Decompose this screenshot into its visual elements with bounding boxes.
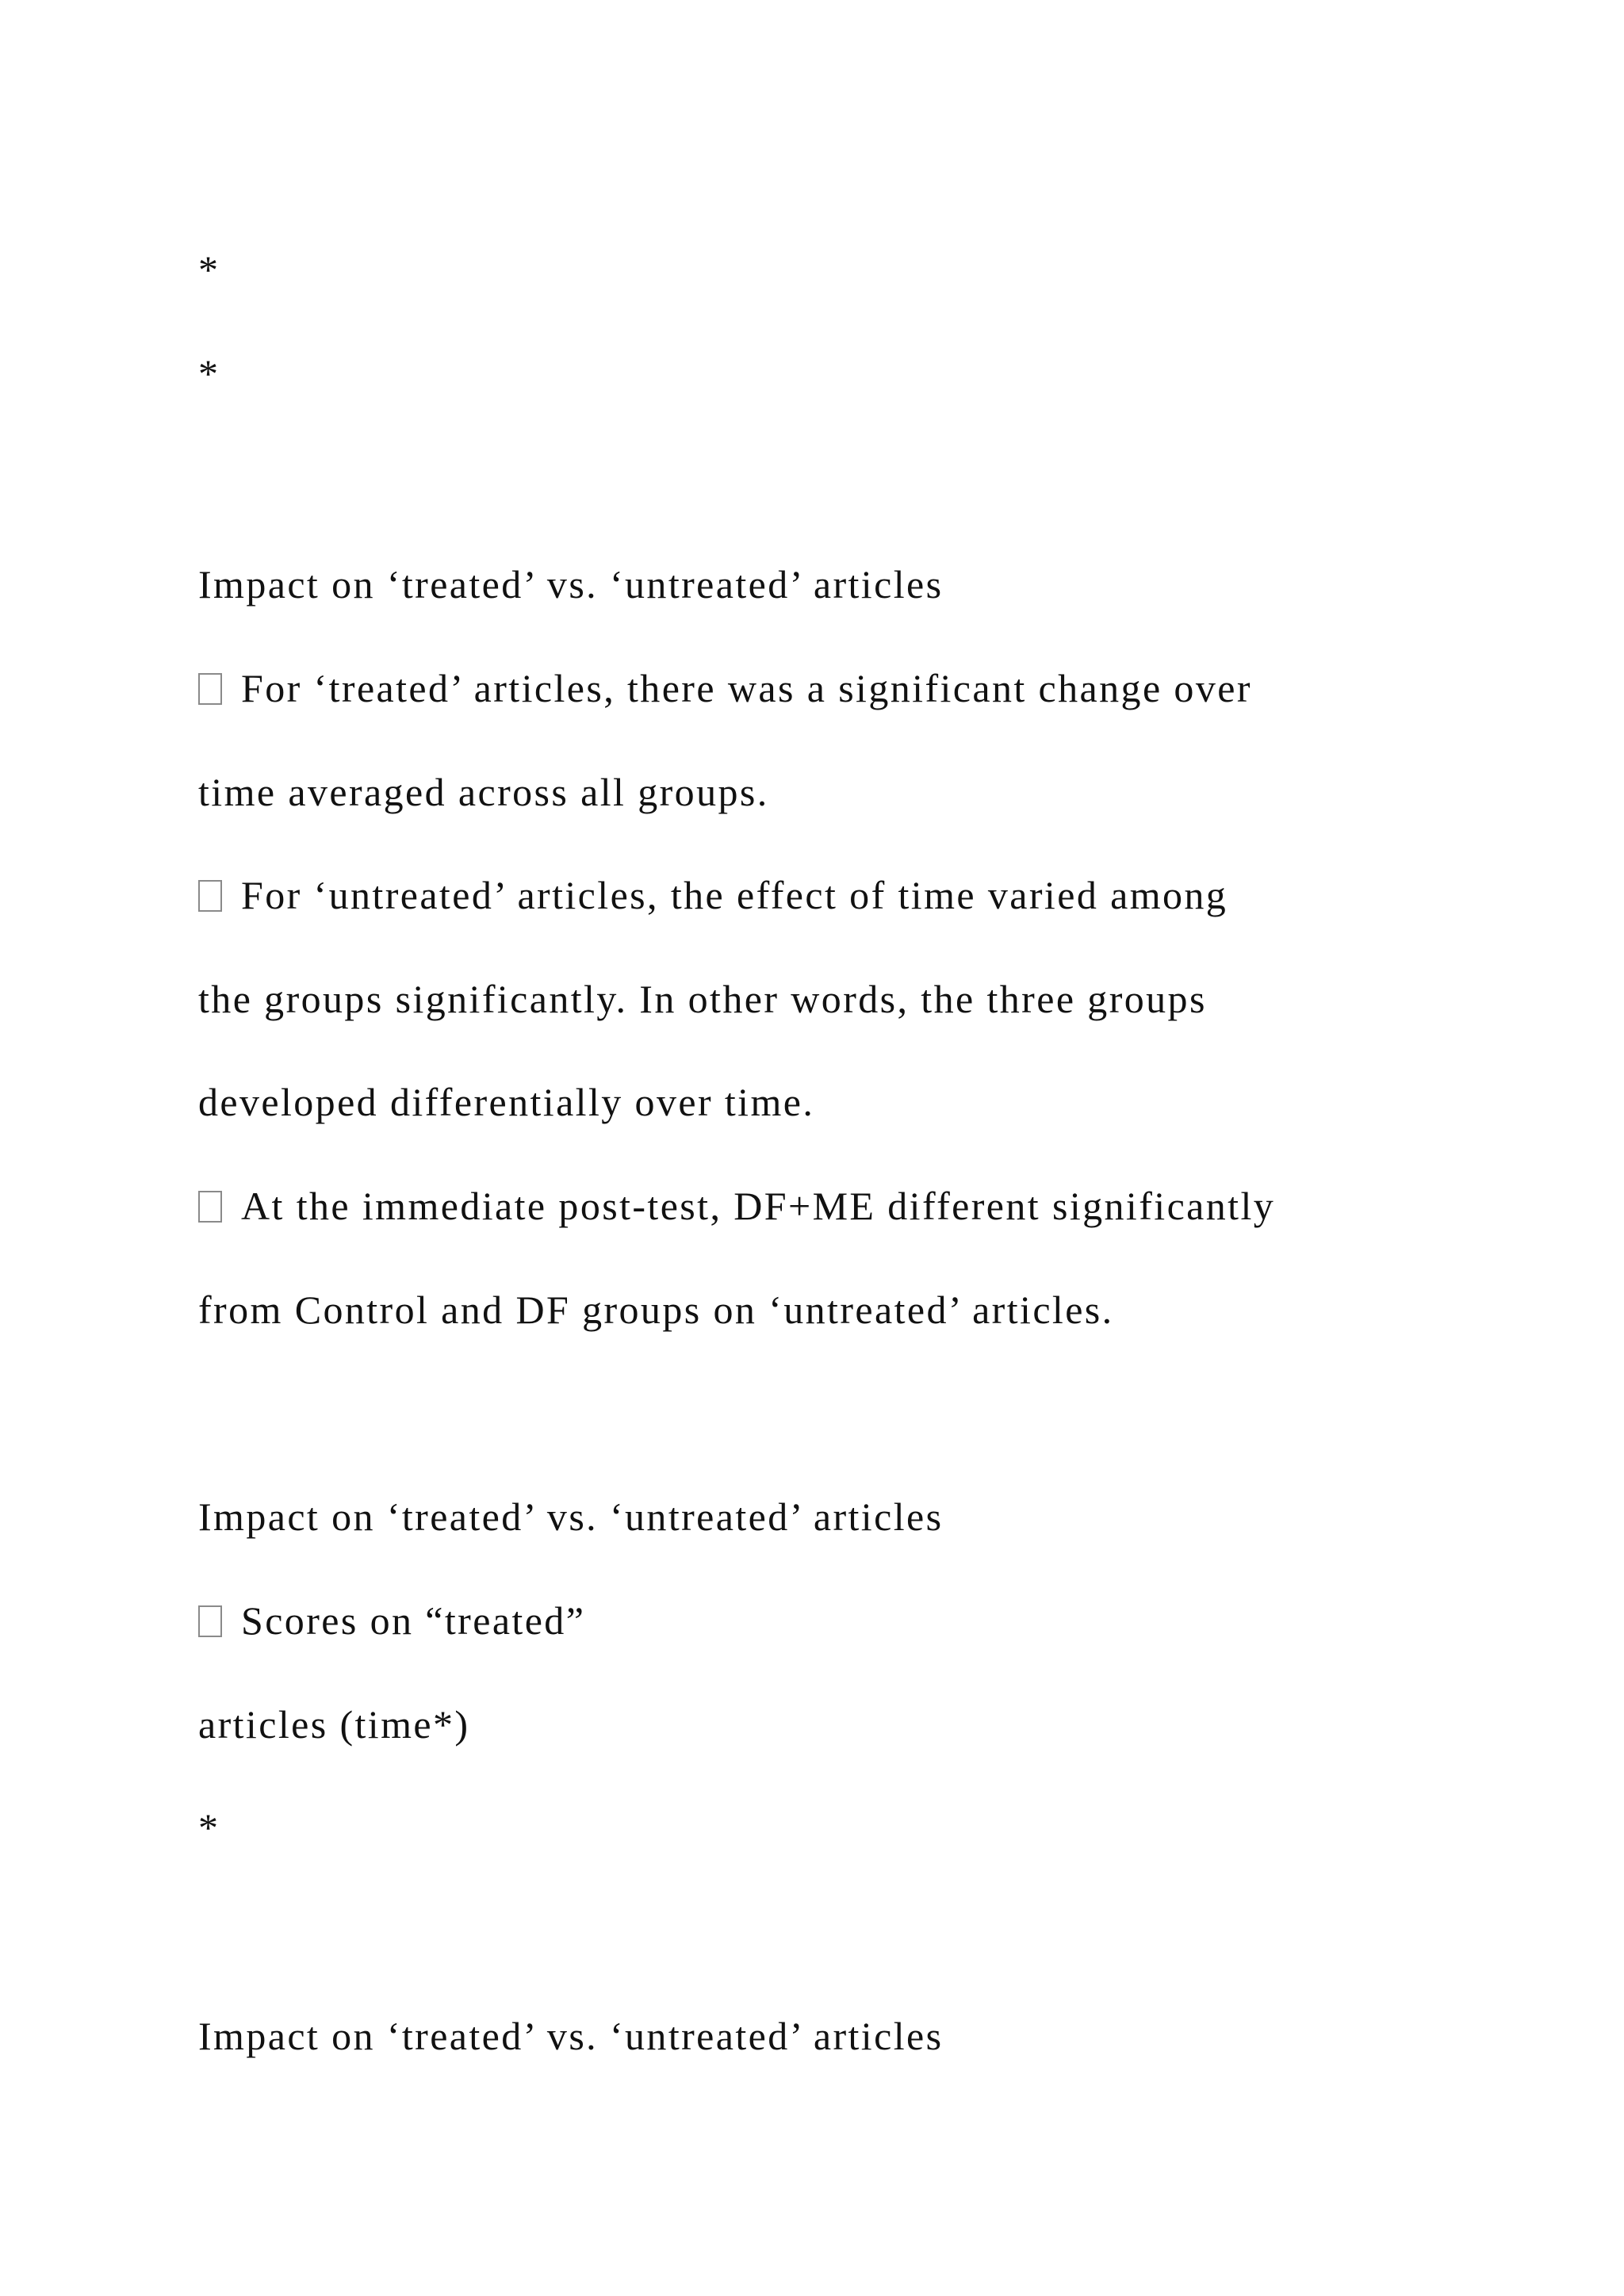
missing-glyph-bullet-icon bbox=[198, 1191, 222, 1223]
bullet-text: For ‘treated’ articles, there was a significant change over bbox=[241, 666, 1252, 710]
asterisk-line: * bbox=[198, 1805, 220, 1850]
bullet-line bbox=[198, 871, 1228, 919]
text-line: the groups significantly. In other words, the three groups bbox=[198, 977, 1207, 1021]
bullet-text: At the immediate post-test, DF+ME different significantly bbox=[241, 1184, 1276, 1228]
bullet-text: For ‘untreated’ articles, the effect of time varied among bbox=[241, 873, 1228, 917]
missing-glyph-bullet-icon bbox=[198, 1605, 222, 1637]
asterisk-line: * bbox=[198, 247, 220, 292]
section-heading: Impact on ‘treated’ vs. ‘untreated’ articles bbox=[198, 1494, 944, 1539]
text-line: developed differentially over time. bbox=[198, 1080, 815, 1124]
bullet-line bbox=[198, 1597, 585, 1644]
bullet-text: Scores on “treated” bbox=[241, 1598, 586, 1643]
text-line: time averaged across all groups. bbox=[198, 770, 769, 814]
bullet-line bbox=[198, 1182, 1275, 1230]
asterisk-line: * bbox=[198, 351, 220, 396]
bullet-line bbox=[198, 664, 1252, 712]
section-heading: Impact on ‘treated’ vs. ‘untreated’ articles bbox=[198, 2014, 944, 2058]
missing-glyph-bullet-icon bbox=[198, 673, 222, 705]
missing-glyph-bullet-icon bbox=[198, 880, 222, 912]
section-heading: Impact on ‘treated’ vs. ‘untreated’ articles bbox=[198, 562, 944, 607]
text-line: articles (time*) bbox=[198, 1702, 470, 1747]
text-line: from Control and DF groups on ‘untreated’ articles. bbox=[198, 1288, 1114, 1332]
